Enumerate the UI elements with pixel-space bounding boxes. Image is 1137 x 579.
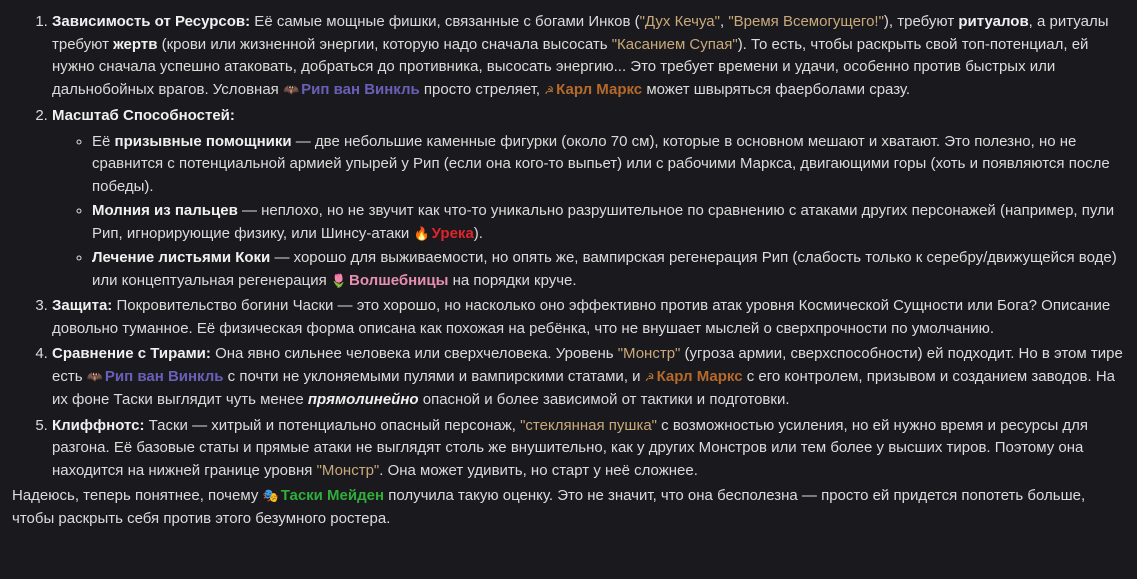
bat-icon: 🦇 bbox=[86, 368, 103, 384]
theater-masks-icon: 🎭 bbox=[262, 488, 279, 503]
character-link-volshebnitsa[interactable]: Волшебницы bbox=[349, 271, 449, 289]
character-link-rip[interactable]: Рип ван Винкль bbox=[104, 367, 224, 385]
character-link-rip[interactable]: Рип ван Винкль bbox=[301, 80, 420, 98]
list-item-cliffnotes: 5. Клиффнотс: Таски — хитрый и потенциально опасный персонаж, "стеклянная пушка" с возможностью усиления, но ей нужно время и ресурсы для разгона. Её базовые статы и прямые атаки не выглядят столь же внушительно, как у других Монстров или тем более у высших тиров. Поэтому она находится на нижней границе уровня "Монстр". Она может удивить, но старт у неё сложнее. bbox=[52, 415, 1125, 483]
item-title: Защита: bbox=[52, 297, 113, 314]
closing-paragraph: Надеюсь, теперь понятнее, почему 🎭 Таски Мейден получила такую оценку. Это не значит, что она бесполезна — просто ей придется попотеть больше, чтобы раскрыть себя против этого безумного ростера. bbox=[12, 487, 1086, 527]
item-title: Масштаб Способностей: bbox=[52, 107, 235, 124]
character-link-taski[interactable]: Таски Мейден bbox=[280, 487, 385, 504]
sub-list bbox=[52, 131, 1125, 293]
hammer-sickle-icon: ☭ bbox=[544, 84, 555, 97]
sub-item-healing: ◦ Лечение листьями Коки — хорошо для выживаемости, но опять же, вампирская регенерация Рип (слабость только к серебру/движущейся воде) или концептуальная регенерация 🌷 Волшебницы на порядки круче. bbox=[92, 247, 1125, 292]
list-item-tiers: 4. Сравнение с Тирами: Она явно сильнее человека или сверхчеловека. Уровень "Монстр" (угроза армии, сверхспособности) ей подходит. Но в этом тире есть 🦇 Рип ван Винкль с почти не уклоняемыми пулями и вампирскими статами, и ☭ Карл Маркс с его контролем, призывом и созданием заводов. На их фоне Таски выглядит чуть менее прямолинейно опасной и более зависимой от тактики и подготовки. bbox=[52, 343, 1125, 412]
character-link-ureka[interactable]: Урека bbox=[431, 224, 474, 242]
sub-item-summons: ◦ Её призывные помощники — две небольшие каменные фигурки (около 70 см), которые в основном мешают и хватают. Это полезно, но не сравнится с потенциальной армией упырей у Рип (если она кого-то выпьет) или с рабочими Маркса, двигающими горы (хоть и появляются после победы). bbox=[92, 131, 1125, 199]
character-link-karl[interactable]: Карл Маркс bbox=[556, 80, 643, 98]
item-title: Сравнение с Тирами: bbox=[52, 345, 211, 362]
item-title: Зависимость от Ресурсов: bbox=[52, 13, 251, 30]
item-title: Клиффнотс: bbox=[52, 416, 145, 434]
analysis-list bbox=[12, 11, 1125, 482]
bat-icon: 🦇 bbox=[282, 81, 300, 97]
fire-icon: 🔥 bbox=[413, 225, 430, 241]
list-item-defense: 3. Защита: Покровительство богини Часки — это хорошо, но насколько оно эффективно против атак уровня Космической Сущности или Бога? Описание довольно туманное. Её физическая форма описана как похожая на ребёнка, что не внушает мыслей о сверхпрочности по умолчанию. bbox=[52, 295, 1125, 340]
sub-item-lightning: ◦ Молния из пальцев — неплохо, но не звучит как что-то уникально разрушительное по сравнению с атаками других персонажей (например, пули Рип, игнорирующие физику, или Шинсу-атаки 🔥 Урека). bbox=[92, 200, 1125, 245]
list-item-resources: 1. Зависимость от Ресурсов: Её самые мощные фишки, связанные с богами Инков ("Дух Кечуа", "Время Всемогущего!"), требуют ритуалов, а ритуалы требуют жертв (крови или жизненной энергии, которую надо сначала высосать "Касанием Супая"). То есть, чтобы раскрыть свой топ-потенциал, ей нужно сначала успешно атаковать, добраться до противника, высосать энергию... Это требует времени и удачи, особенно против быстрых или дальнобойных врагов. Условная 🦇 Рип ван Винкль просто стреляет, ☭ Карл Маркс может швыряться фаерболами сразу. bbox=[52, 11, 1125, 102]
tulip-icon: 🌷 bbox=[330, 272, 348, 288]
character-link-karl[interactable]: Карл Маркс bbox=[656, 367, 743, 385]
list-item-scale bbox=[52, 105, 1125, 292]
hammer-sickle-icon: ☭ bbox=[644, 371, 655, 384]
